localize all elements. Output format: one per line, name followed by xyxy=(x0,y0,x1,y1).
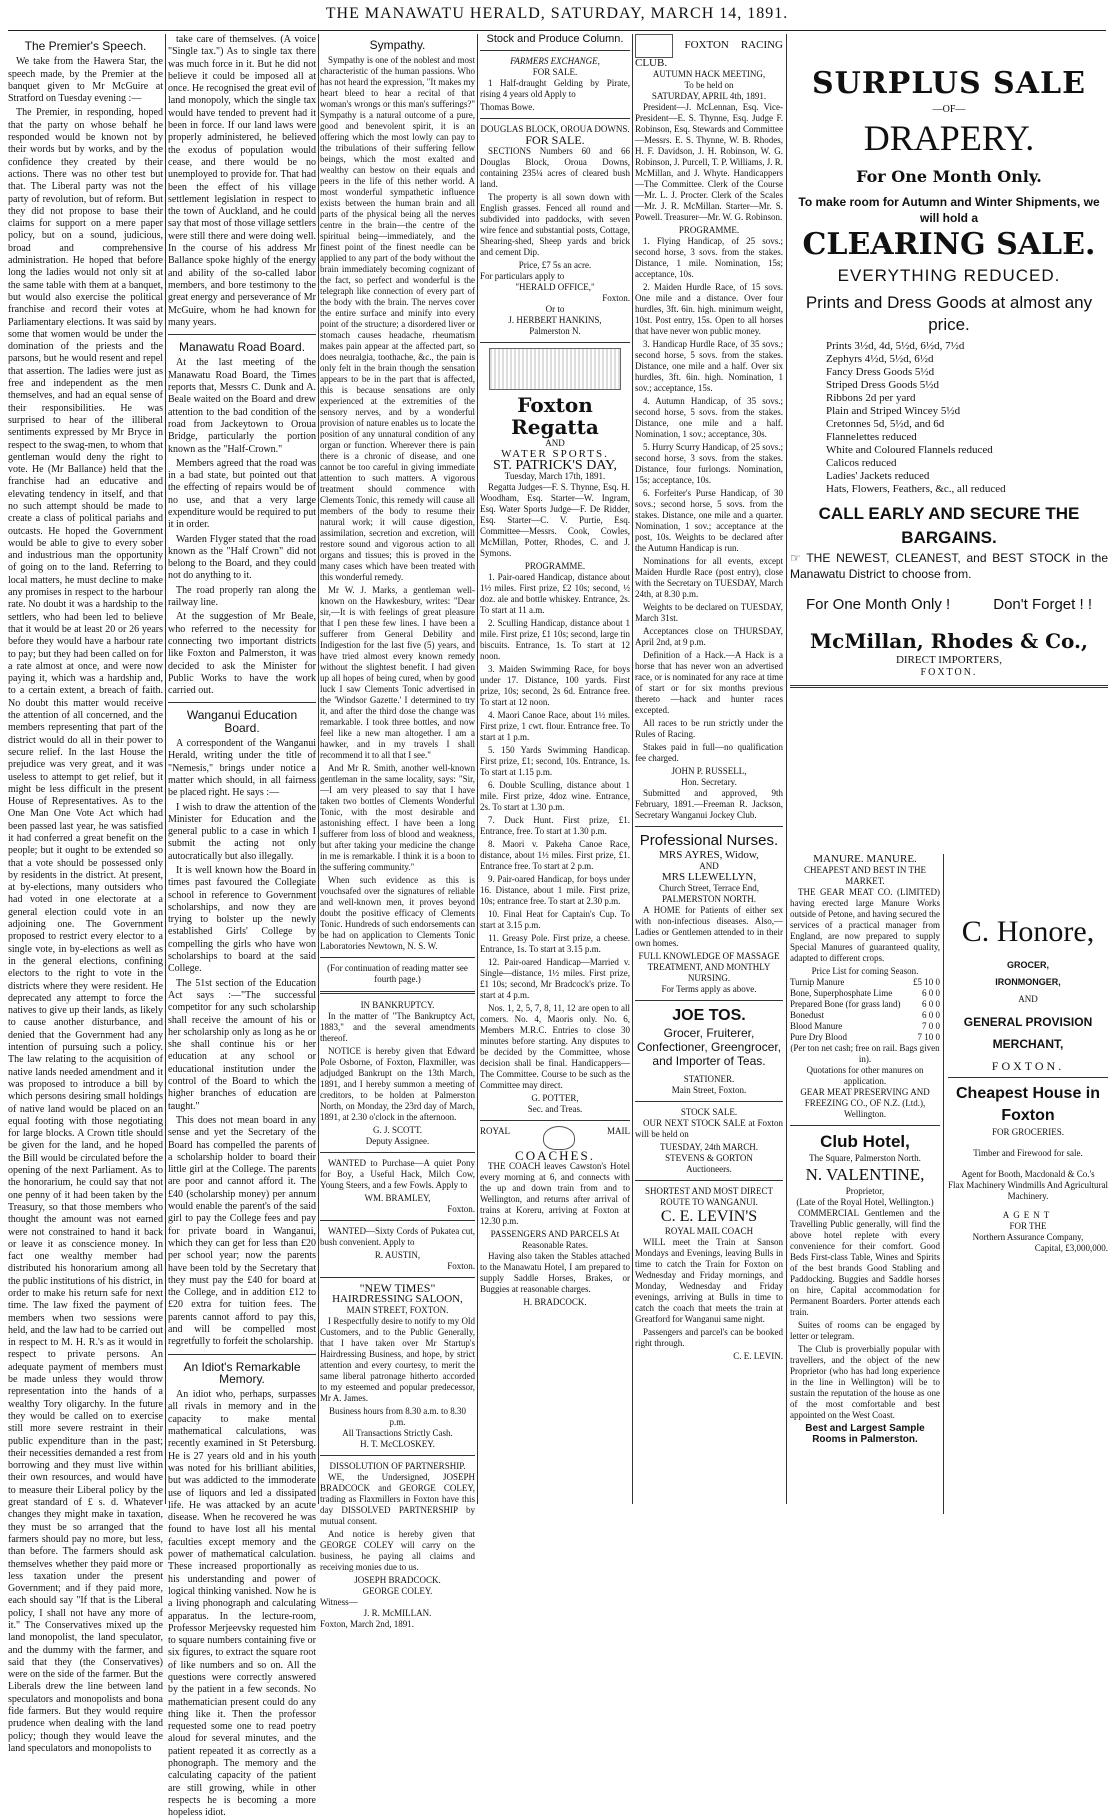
column-divider xyxy=(786,34,787,1504)
race-event: 1. Flying Handicap, of 25 sovs.; second horse, 3 sovs. from the stakes. Distance, 1 mile. Nomination, 15s; acceptance, 10s. xyxy=(635,236,783,279)
article-paragraph: An idiot who, perhaps, surpasses all rivals in memory and in the capacity to make mental mathematical calculations, was recently examined in St Petersburg. He is 27 years old and in his youth was noted for his brilliant abilities, but was addicted to the immoderate use of liquors and led a dissipated life. He was attacked by an acute disease. When he recovered he was found to have lost all his mental faculties except memory and the power of mathematical calculation. These increased proportionally as his understanding and power of logical thinking vanished. Now he is a living phonograph and calculating apparatus. In the lecture-room, Professor Merjeevsky requested him to square numbers containing five or six figures, to extract the square root of like numbers and so on. All the questions were correctly answered by the patient in a few seconds. No mathematician present could do any thing like it. Then the professor requested some one to read poetry aloud for several minutes, and the patient repeated it as correctly as a phonograph. The memory and the calculating capacity of the patient are still growing, while in other respects he is becoming a more hopeless idiot. xyxy=(168,1389,316,1819)
ad-signature: JOHN P. RUSSELL, xyxy=(671,766,747,776)
ad-signature: WM. BRAMLEY, xyxy=(364,1193,431,1203)
ad-text: WANTED to Purchase—A quiet Pony for Boy, a Useful Hack, Milch Cow, Young Steers, and a few Fowls. Apply to xyxy=(320,1158,475,1190)
race-event: 5. Hurry Scurry Handicap, of 25 sovs.; second horse, 3 sovs. from the stakes. Distance, four furlongs. Nomination, 15s; acceptance, 10s. xyxy=(635,442,783,485)
ad-text: Business hours from 8.30 a.m. to 8.30 p.m. xyxy=(329,1406,466,1427)
ad-place: Foxton. xyxy=(447,1261,475,1271)
race-event: 3. Handicap Hurdle Race, of 35 sovs.; second horse, 5 sovs. from the stakes. Distance, one mile and a half. Over six hurdles, 3ft. 6in. high. Nomination, 1 sov.; acceptance, 15s. xyxy=(635,339,783,393)
ad-text: Passengers and parcel's can be booked right through. xyxy=(635,1327,783,1348)
race-list xyxy=(635,236,783,554)
ad-text: Acceptances close on THURSDAY, April 2nd, at 9 p.m. xyxy=(635,626,783,647)
ad-subtitle: STATIONER. xyxy=(683,1074,735,1084)
price-item: Calicos reduced xyxy=(826,457,897,470)
regatta-event: 6. Double Sculling, distance about 1 mile. First prize, 4doz wine. Entrance, 2s. To start at 1.30 p.m. xyxy=(480,780,630,812)
ad-text: Timber and Firewood for sale. xyxy=(973,1148,1083,1158)
coach-header xyxy=(480,1126,630,1150)
article-paragraph: Members agreed that the road was in a bad state, but pointed out that the effecting of repairs would be of no use, and that a very large expenditure would be required to put it in order. xyxy=(168,457,317,531)
article-title: Sympathy. xyxy=(369,38,426,52)
price-item: Cretonnes 5d, 5½d, and 6d xyxy=(826,418,945,431)
ad-signature: Hon. Secretary. xyxy=(681,777,737,787)
ad-subtitle: DIRECT IMPORTERS, xyxy=(895,654,1003,667)
ad-address: MAIN STREET, FOXTON. xyxy=(346,1305,449,1315)
ad-text: And notice is hereby given that GEORGE COLEY will carry on the business, he paying all claims and receiving monies due to us. xyxy=(320,1529,475,1572)
ad-signature: Thomas Bowe. xyxy=(480,102,535,112)
ad-place: Foxton. xyxy=(602,293,630,303)
lower-ads xyxy=(790,854,1108,1514)
manure-name: Blood Manure xyxy=(790,1021,843,1031)
lower-right-ads xyxy=(948,854,1108,1254)
ad-address: The Square, Palmerston North. xyxy=(809,1153,921,1163)
ad-text: Having also taken the Stables attached to the Manawatu Hotel, I am prepared to supply Saddle Horses, Brakes, or Buggies at reasonable charges. xyxy=(480,1251,630,1294)
ad-subtitle: HAIRDRESSING SALOON, xyxy=(332,1293,463,1305)
masthead-rule xyxy=(8,30,1106,31)
ad-text: Nominations for all events, except Maiden Hurdle Race (post entry), close with the Secretary on TUESDAY, March 24th, at 8.30 p.m. xyxy=(635,556,783,599)
ad-subtitle: SHORTEST AND MOST DIRECT ROUTE TO WANGANUI. xyxy=(645,1186,773,1207)
price-item: Plain and Striped Wincey 5½d xyxy=(826,405,961,418)
ad-signature: STEVENS & GORTON xyxy=(665,1153,753,1163)
ad-text: WILL meet the Train at Sanson Mondays and Evenings, leaving Bulls in time to catch the Train for Foxton on Wednesday and Friday mornings, and Monday, Wednesday and Friday evenings, arriving at Bulls in time to catch the coach that meets the train at Greatford for Wanganui same night. xyxy=(635,1237,783,1324)
column-divider xyxy=(477,34,478,1504)
ad-text: AND xyxy=(699,861,719,871)
masthead: THE MANAWATU HERALD, SATURDAY, MARCH 14, 1891. xyxy=(325,5,789,22)
ad-subtitle: PROGRAMME. xyxy=(524,561,586,571)
race-event: 6. Forfeiter's Purse Handicap, of 30 sovs.; second horse, 5 sovs. from the stakes. Distance, one mile and a quarter. Nomination, 1 sov.; acceptance at the post, 10s. Weights to be declared after the Autumn Handicap is run. xyxy=(635,488,783,553)
ad-text: I Respectfully desire to notify to my Old Customers, and to the Public Generally, that I have taken over Mr Startup's Hairdressing Business, and hope, by strict attention and every courtesy, to merit the same liberal patronage hitherto accorded to my esteemed and popular predecessor, Mr A. James. xyxy=(320,1316,475,1403)
ad-title: McMillan, Rhodes & Co., xyxy=(810,629,1088,654)
manure-price: 6 0 0 xyxy=(922,988,940,998)
article-paragraph: Warden Flyger stated that the road known as the "Half Crown" did not belong to the Board, and they could not do anything to it. xyxy=(168,533,316,582)
ad-signature: J. R. McMILLAN. xyxy=(363,1608,432,1618)
regatta-event: 10. Final Heat for Captain's Cup. To start at 3.15 p.m. xyxy=(480,909,630,930)
ad-title: FARMERS EXCHANGE, xyxy=(510,56,600,66)
article-paragraph: The road properly ran along the railway line. xyxy=(168,584,316,609)
ad-address: Main Street, Foxton. xyxy=(671,1085,747,1095)
manure-price-row xyxy=(790,999,940,1010)
regatta-event: 8. Maori v. Pakeha Canoe Race, distance, about 1½ miles. First prize, £1. Entrance free. To start at 2 p.m. xyxy=(480,839,630,871)
article-paragraph: take care of themselves. (A voice "Single tax.") As to single tax there was much force in it. But he did not believe it could be imposed all at once. He recognised the great evil of land monopoly, which the single tax would have tended to prevent had it been in force. If our land laws were properly administered, he believed the exodus of population would cease, and there would be no unemployed to provide for. That had been the effect of his village settlement legislation in respect to the town of Auckland, and he could say that most of those village settlers were still there and were doing well. In the course of his address Mr Ballance spoke highly of the energy and ability of the so-called labor members, and bore testimony to the great energy and perseverance of Mr McGuire, whom he had known for many years. xyxy=(168,34,316,328)
article-paragraph: At the last meeting of the Manawatu Road Board, the Times reports that, Messrs C. Dunk and A. Beale waited on the Board and drew attention to the bad condition of the road from Jackeytown to Oroua Bridge, particularly the portion known as the "Half-Crown." xyxy=(168,357,316,455)
ad-text: —OF— xyxy=(932,104,966,115)
ad-title: Club Hotel, xyxy=(820,1132,910,1151)
ad-signature: GEAR MEAT PRESERVING AND FREEZING CO., OF N.Z. (Ltd.), Wellington. xyxy=(800,1087,930,1119)
price-item: Ribbons 2d per yard xyxy=(826,392,916,405)
ad-text: Nos. 1, 2, 5, 7, 8, 11, 12 are open to all comers. No. 4, Maoris only. No. 6, Members M.R.C. Entries to close 30 minutes before starting. Any disputes to be decided by the Committee, whose decision shall be final. Handicappers—The Committee. Course to be such as the Committee may direct. xyxy=(480,1003,630,1090)
column-5 xyxy=(635,34,783,1504)
ad-text: Proprietor, xyxy=(845,1186,885,1196)
ad-text: COMMERCIAL Gentlemen and the Travelling Public generally, will find the above hotel replete with every convenience for their comfort. Good Beds First-class Table, Wines and Spirits of the best brands Good Stabling and Paddocking. Buggies and Saddle horses on hire, Capital accommodation for Permanent Boarders. Porter attends each train. xyxy=(790,1208,940,1317)
ad-subtitle: MRS LLEWELLYN, xyxy=(661,871,757,883)
price-item: Hats, Flowers, Feathers, &c., all reduced xyxy=(826,483,1006,496)
ad-text: FOR THE xyxy=(1009,1221,1047,1231)
ad-subtitle: AUTUMN HACK MEETING, xyxy=(652,69,766,79)
ad-title: DISSOLUTION OF PARTNERSHIP. xyxy=(329,1461,466,1471)
ad-title: FOXTON RACING CLUB. xyxy=(635,39,783,69)
ad-subtitle: For One Month Only ! xyxy=(806,596,951,614)
article-paragraph: At the suggestion of Mr Beale, who referred to the necessity for connecting two important districts like Foxton and Palmerston, it was decided to ask the Minister for Public Works to have the work carried out. xyxy=(168,611,316,697)
price-item: Ladies' Jackets reduced xyxy=(826,470,930,483)
ad-text: (Per ton net cash; free on rail. Bags given in). xyxy=(790,1043,940,1064)
ad-text: Grocer, Fruiterer, Confectioner, Greengrocer, and Importer of Teas. xyxy=(636,1026,782,1068)
article-paragraph: Sympathy is one of the noblest and most characteristic of the human passions. Who has not heard the expression, "It makes my heart bleed to hear a recital of that woman's wrongs or this man's sufferings?" Sympathy is a natural outcome of a pure, good and benevolent spirit, it is an offering which the most lowly can pay to the tribulations of their suffering fellow beings, which the most exalted and wealthy can bestow on their equals and peers in the life of this nether world. A most wonderful sympathetic influence exists between the human brain and all parts of the physical being all the nerves centre in the brain—the centre of the spiritual being—immediately, and the finest point of the finest needle can be applied to any part of the body without the brain immediately becoming cognizant of the fact, so perfect and wonderful is the telegraph like connection of every part of the body with the brain. The nerves cover the entire surface and minify into every point of the structure; a disordered liver or stomach causes headache, rheumatism makes pain appear at the affected part, so does neuralgia, toothache, &c., the pain is only felt in the brain though the sensation appears to be in the part that is affected, this is because sensations are only experienced at the extremities of the sensory nerves, and by a wonderful provision of nature enables us to locate the position of any unnatural condition of any organ or function. Wherever there is pain there is a chronic of disease, and one cannot be too careful in giving immediate attention to such matters. A vigorous treatment should commence with Clements Tonic, this remedy will cause all members of the body to resume their natural work; it will cause digestion, assimilation, secretion and excretion, will restore sound and vigorous action to all organs and tissues; this is proved in the many cases which have been treated with this wonderful remedy. xyxy=(320,55,475,582)
column-4 xyxy=(480,34,630,1504)
ad-subtitle: FOR SALE. xyxy=(525,133,585,147)
ad-title: JOE TOS. xyxy=(672,1007,746,1024)
ad-text: Or to xyxy=(545,304,565,314)
continuation-note: (For continuation of reading matter see fourth page.) xyxy=(327,963,468,984)
ad-text: NOTICE is hereby given that Edward Pole Osborne, of Foxton, Flaxmiller, was adjudged Bankrupt on the 13th March, 1891, and I hereby summon a meeting of creditors, to be holden at Palmerston North, on Monday, the 23rd day of March, 1891, at 2.30 o'clock in the afternoon. xyxy=(320,1046,475,1122)
ad-title: C. E. LEVIN'S xyxy=(660,1208,758,1225)
ad-subtitle: Prints and Dress Goods at almost any price. xyxy=(805,293,1093,335)
ad-text: Regatta Judges—F. S. Thynne, Esq. H. Woodham, Esq. Starter—W. Ingram, Esq. Water Sports Judge—F. De Ridder, Esq. Starter—C. V. Purtie, Esq. Committee—Messrs. Cook, Cowles, McMillan, Potter, Rhodes, C. and J. Symons. xyxy=(480,482,630,558)
article-title: Wanganui Education Board. xyxy=(186,708,298,735)
ad-subtitle: For One Month Only. xyxy=(856,167,1042,187)
section-title: Stock and Produce Column. xyxy=(486,33,624,45)
ad-text: A HOME for Patients of either sex with non-infectious diseases. Also,—Ladies or Gentlemen attended to in their own homes. xyxy=(635,905,783,948)
ad-text: Quotations for other manures on application. xyxy=(806,1065,924,1086)
ad-text: Submitted and approved, 9th February, 1891.—Freeman R. Jackson, Secretary Wanganui Jockey Club. xyxy=(635,788,783,820)
ad-text: For Terms apply as above. xyxy=(661,984,757,994)
ad-subtitle: ST. PATRICK'S DAY, xyxy=(493,458,617,473)
manure-price: 6 0 0 xyxy=(922,1010,940,1020)
ad-subtitle: IRONMONGER, xyxy=(995,977,1061,987)
ad-subtitle: FOR SALE. xyxy=(532,67,578,77)
manure-name: Turnip Manure xyxy=(790,977,845,987)
ad-text: SECTIONS Numbers 60 and 66 Douglas Block, Oroua Downs, containing 235¼ acres of cleared bush land. xyxy=(480,146,630,189)
ad-signature: JOSEPH BRADCOCK. xyxy=(354,1575,441,1585)
ad-text: WE, the Undersigned, JOSEPH BRADCOCK and GEORGE COLEY, trading as Flaxmillers in Foxton have this day DISSOLVED PARTNERSHIP by mutual consent. xyxy=(320,1472,475,1526)
ad-place: FOXTON. xyxy=(920,666,978,678)
ad-subtitle: GENERAL PROVISION MERCHANT, xyxy=(963,1015,1093,1051)
article-paragraph: The 51st section of the Education Act says :—"The successful competitor for any such scholarship shall receive the amount of his or her scholarship only as long as he or she shall continue his or her education at any school or educational institution under the control of the Board to which the higher branches of education are taught." xyxy=(168,977,316,1112)
regatta-event: 7. Duck Hunt. First prize, £1. Entrance, free. To start at 1.30 p.m. xyxy=(480,815,630,836)
ad-signature: Auctioneers. xyxy=(686,1164,732,1174)
ad-text: OUR NEXT STOCK SALE at Foxton will be held on xyxy=(635,1118,783,1139)
ad-text: President—J. McLennan, Esq. Vice-President—E. S. Thynne, Esq. Judge F. Robinson, Esq. Stewards and Committee—Messrs. E. S. Thynne, W. B. Rhodes, H. F. Davidson, J. H. Robinson, W. G. Robinson, J. Purcell, T. P. Williams, J. R. McMillan, and J. Whyte. Handicappers—The Committee. Clerk of the Course—Mr. L. J. Procter. Clerk of the Scales—Mr. J. R. McMillan. Starter—Mr. S. Powell. Treasurer—Mr. W. G. Robinson. xyxy=(635,102,783,222)
ad-text: All races to be run strictly under the Rules of Racing. xyxy=(635,718,783,739)
price-item: Flannelettes reduced xyxy=(826,431,917,444)
regatta-event: 5. 150 Yards Swimming Handicap. First prize, £1; second, 10s. Entrance, 1s. To start at 1.15 p.m. xyxy=(480,745,630,777)
ad-price: Price, £7 5s an acre. xyxy=(518,260,592,270)
ad-subtitle: Price List for coming Season. xyxy=(811,966,919,976)
ad-signature: Sec. and Treas. xyxy=(527,1104,583,1114)
ad-title: "NEW TIMES" xyxy=(359,1281,436,1295)
regatta-event: 2. Sculling Handicap, distance about 1 mile. First prize, £1 10s; second, large tin biscuits. Entrance, 1s. To start at 12 noon. xyxy=(480,618,630,661)
column-2 xyxy=(168,34,317,1819)
ad-subtitle: GROCER, xyxy=(1006,960,1049,970)
manure-name: Bonedust xyxy=(790,1010,825,1020)
price-item: Striped Dress Goods 5½d xyxy=(826,379,940,392)
ad-signature: J. HERBERT HANKINS, xyxy=(508,315,602,325)
event-list xyxy=(480,572,630,1001)
article-paragraph: The Premier, in responding, hoped that the party on whose behalf he responded would be known not by their words but by works, and by the confidence they created by their actions. There was no other test but that. The Liberal party was not the party of revolution, but of reform. But they did not propose to base their claims for support on a mere paper policy, but on a sound, judicious, broad and comprehensive administration. He hoped that before long the ladies would not only sit at the same table with them at a banquet, but would also exercise the political franchise and record their votes at Parliamentary elections. It was said by some that women would be under the domination of the priests and the parsons, but he would resent and repel that assertion. The ladies were just as free and independent as the men themselves, and had an equal sense of their responsibilities. He was surprised to hear of the illiberal sentiments expressed by Mr Bryce in respect to the swag-men, to whom that gentleman would deny the right to vote. He (Mr Ballance) held that the franchise had an educative and elevating tendency in itself, and that no such attempt should be made to create a class of political pariahs and outcasts. He hoped the Government would be able to give to every sober and industrious man the opportunity of going on to the land. Referring to local matters, he must decline to make any promises in respect to the harbour rate. No doubt it was a hardship to the settlers, who had been led to believe that it would be at least 20 or 26 years before they would have a harbour rate to pay; but they had been called on for a rate almost at once, and were now paying it, which was a hardship and, to a certain extent, a breach of faith. No doubt this matter would receive the attention of all concerned, and the members representing that part of the district would do all in their power to secure relief. In the last House the prejudice was very great, and it was useless to attempt to get relief, but it might be less difficult in the present House of Representatives. As to the One Man One Vote Act which had been passed last year, he was satisfied it had conferred a great benefit on the people; but it ought to be extended so that a vote should be possessed only by residents in the district. At present, at by-elections, many outsiders who had voted in one electorate at a general election could vote in an adjoining one. The Government proposed to restrict every elector to a single vote, in by-elections as well as in the general elections, confining electors to the right to vote in the districts where they were resident. He deprecated any attempt to force the natives to give up their lands, as likely to cause another disturbance, and denied that the Government had any intention of pursuing such a policy. The law relating to the acquisition of native lands needed amendment and it was proposed to introduce a bill by which persons desiring small holdings of native land would be placed on an equal footing with those negotiating for large blocks. A Crown title should be given for the land, and he hoped the Bill would be circulated before the opening of the next Parliament. As to the honorarium, he could say that not one penny of it had been taken by the Treasury, so that those members who thought the amount was not earned were not constrained to hand it back or leave it as conscience money. In fact one wealthy member had distributed his honorarium among all the public institutions of his district, in order to make his return safe for next time. The law fixed the payment of members when two sessions were held, and the law had to be carried out in respect to M. H. R.'s as it would in respect to private persons. An adequate payment of members must be made unless they would throw representation into the hands of a wealthy Tory oligarchy. In the future they would be called on to exercise still more severe restraint in their public expenditure than in the past; their necessities demanded a rest from borrowing and they must live within their own resources, and would have to measure their Liberal policy by the great standard of £ s. d. Whatever changes they might make in taxation, they must be so arranged that the farmers should pay no more, but less, than before. The farmers should ask themselves whether they paid more or less taxation under the present Government; and if they paid more, each should say "If that is the Liberal policy, I shall not have any more of it." The Conservatives mixed up the land monopolist, the land speculator, and the dummy with the farmer, and said that they (the Conservatives) were on the side of the farmer. But the Liberals drew the line between land speculators and monopolists and bona fide farmers. But they would require prudence when dealing with the land policy; though they would leave the land speculators and monopolists to xyxy=(8,107,163,1754)
ad-subtitle: MRS AYRES, Widow, xyxy=(659,849,759,861)
article-paragraph: And Mr R. Smith, another well-known gentleman in the same locality, says: "Sir,—I am very pleased to say that I have taken two bottles of Clements Wonderful Tonic, with the most desirable and astonishing effect. I have been a long sufferer from loss of blood and weakness, but after taking your medicine the change in me is remarkable. I think it is a boon to the suffering community." xyxy=(320,763,475,872)
ad-place: FOXTON. xyxy=(991,1059,1065,1073)
manure-price: 7 10 0 xyxy=(917,1032,940,1042)
article-title: The Premier's Speech. xyxy=(24,39,147,53)
ad-title: N. VALENTINE, xyxy=(805,1165,925,1184)
ad-title: MANURE. MANURE. xyxy=(813,853,917,865)
ad-date: SATURDAY, APRIL 4th, 1891. xyxy=(651,91,767,101)
price-list xyxy=(826,340,1108,496)
racehorse-icon xyxy=(635,34,673,58)
ad-text: In the matter of "The Bankruptcy Act, 1883," and the several amendments thereof. xyxy=(320,1011,475,1043)
price-item: Zephyrs 4½d, 5½d, 6½d xyxy=(826,353,934,366)
ad-title: MAIL xyxy=(606,1126,630,1136)
ad-place: Foxton. xyxy=(447,1204,475,1214)
article-title: An Idiot's Remarkable Memory. xyxy=(183,1359,301,1386)
ad-text: FULL KNOWLEDGE OF MASSAGE TREATMENT, AND MONTHLY NURSING. xyxy=(638,951,780,983)
column-6 xyxy=(790,34,1108,1504)
reminder-row xyxy=(806,590,1092,620)
article-title: Manawatu Road Board. xyxy=(178,340,306,355)
regatta-event: 9. Pair-oared Handicap, for boys under 16. Distance, about 1 mile. First prize, 10s; entrance free. To start at 2.30 p.m. xyxy=(480,874,630,906)
ad-subtitle: PROGRAMME. xyxy=(678,225,740,235)
regatta-engraving xyxy=(489,348,621,390)
regatta-event: 3. Maiden Swimming Race, for boys under 17. Distance, 100 yards. First prize, 10s; second, 2s 6d. Entrance free. To start at 12 noon. xyxy=(480,664,630,707)
race-event: 2. Maiden Hurdle Race, of 15 sovs. One mile and a distance. Over four hurdles, 3ft. 6in. high. minimum weight, 10st. Post entry, 15s. Open to all horses that have never won public money. xyxy=(635,282,783,336)
ad-text: Stakes paid in full—no qualification fee charged. xyxy=(635,742,783,763)
column-divider xyxy=(165,34,166,1504)
manure-price-row xyxy=(790,1032,940,1043)
ad-text: Flax Machinery Windmills And Agricultural Machinery. xyxy=(948,1180,1108,1201)
article-paragraph: I wish to draw the attention of the Minister for Education and the general public to a case in which I submit the acting not only autocratically but also illegally. xyxy=(168,801,316,862)
manure-name: Pure Dry Blood xyxy=(790,1032,847,1042)
ad-subtitle: CHEAPEST AND BEST IN THE MARKET. xyxy=(803,865,926,886)
ad-title: CLEARING SALE. xyxy=(802,227,1096,263)
column-1 xyxy=(8,34,163,1754)
ad-signature: C. E. LEVIN. xyxy=(733,1351,783,1361)
ad-text: For particulars apply to xyxy=(480,271,565,281)
column-3 xyxy=(320,34,475,1629)
ad-title: Cheapest House in Foxton xyxy=(955,1085,1101,1124)
ad-date: Foxton, March 2nd, 1891. xyxy=(320,1619,414,1629)
ad-title: DRAPERY. xyxy=(863,118,1035,159)
ad-text: To be held on xyxy=(684,80,734,90)
race-event: 4. Autumn Handicap, of 35 sovs.; second horse, 5 sovs. from the stakes. Distance, one mile and a half. Nomination, 1 sov.; acceptance, 30s. xyxy=(635,396,783,439)
manure-price-table xyxy=(790,977,940,1043)
ad-date: Tuesday, March 17th, 1891. xyxy=(504,471,606,481)
ad-text: The Club is proverbially popular with travellers, and the object of the new Proprietor (who has had long experience in the line in Wellington) will be to sustain the reputation of the house as one of the most comfortable and best appointed on the West Coast. xyxy=(790,1344,940,1420)
ad-signature: R. AUSTIN, xyxy=(374,1250,421,1260)
ad-text: Weights to be declared on TUESDAY, March 31st. xyxy=(635,602,783,623)
ad-text: Capital, £3,000,000. xyxy=(1034,1243,1108,1253)
lower-left-ads xyxy=(790,854,940,1445)
ad-text: Northern Assurance Company, xyxy=(972,1232,1084,1242)
article-paragraph: This does not mean board in any sense and yet the Secretary of the Board has compelled the parents of a scholarship holder to board their little girl at the College. The parents are poor and cannot afford it. The £40 (scholarship money) per annum would enable the parent's of the said girl to pay the College fees and pay for private board in Wanganui, which they can get for less than £20 per school year; now the parents have been told by the Secretary that they must pay the £40 for board at the College, and in addition £12 to £20 extra for tuition fees. The parents cannot afford to pay this, and will be compelled most regretfully to forfeit the scholarship. xyxy=(168,1114,316,1348)
ad-title: IN BANKRUPTCY. xyxy=(360,1000,435,1010)
ad-signature: "HERALD OFFICE," xyxy=(515,282,595,292)
ad-subtitle: ROYAL MAIL COACH xyxy=(664,1226,754,1236)
manure-price: £5 10 0 xyxy=(913,977,940,987)
column-divider xyxy=(318,34,319,1504)
ad-text: Agent for Booth, Macdonald & Co.'s xyxy=(961,1169,1095,1179)
ad-text: AND xyxy=(1018,994,1038,1004)
price-item: Fancy Dress Goods 5½d xyxy=(826,366,935,379)
ad-subtitle: FOR GROCERIES. xyxy=(991,1127,1064,1137)
price-item: White and Coloured Flannels reduced xyxy=(826,444,993,457)
ad-text: WANTED—Sixty Cords of Pukatea cut, bush convenient. Apply to xyxy=(320,1226,475,1247)
ad-signature: G. J. SCOTT. xyxy=(372,1125,423,1135)
ad-title: C. Honore, xyxy=(961,915,1095,948)
ad-text: THE GEAR MEAT CO. (LIMITED) having erected large Manure Works outside of Petone, and having secured the services of a practical manager from England, are now prepared to supply Special Manures of guaranteed quality, adapted to different crops. xyxy=(790,887,940,963)
column-divider xyxy=(632,34,633,1504)
article-paragraph: It is well known how the Board in times past favoured the Collegiate school in reference to Government scholarships, and now they are trying to bolster up the newly established Girls' College by compelling the girls who have won scholarships to board at the said College. xyxy=(168,865,316,975)
royal-crest-icon xyxy=(543,1126,575,1150)
ad-text: The property is all sown down with English grasses. Fenced all round and subdivided into paddocks, with seven wire fence and substantial posts, Cottage, Shearing-shed, Sheep yards and brick and cement Dip. xyxy=(480,192,630,257)
article-paragraph: We take from the Hawera Star, the speech made, by the Premier at the banquet given to Mr McGuire at Stratford on Tuesday evening :— xyxy=(8,56,163,105)
manure-name: Bone, Superphosphate Lime xyxy=(790,988,893,998)
ad-signature: H. BRADCOCK. xyxy=(523,1297,587,1307)
regatta-event: 4. Maori Canoe Race, about 1½ miles. First prize, 1 cwt. flour. Entrance free. To start at 1 p.m. xyxy=(480,710,630,742)
ad-signature: G. POTTER, xyxy=(531,1093,579,1103)
regatta-event: 1. Pair-oared Handicap, distance about 1½ miles. First prize, £2 10s; second, ½ doz. ale and bottle whiskey. Entrance, 2s. To start at 11 a.m. xyxy=(480,572,630,615)
article-paragraph: When such evidence as this is vouchsafed over the signatures of reliable and well-known men, it proves beyond doubt the positive efficacy of Clements Tonic. Hundreds of such endorsements can be had on application to Clements Tonic Laboratories Newtown, N. S. W. xyxy=(320,875,475,951)
ad-title: ROYAL xyxy=(480,1126,511,1136)
manure-name: Prepared Bone (for grass land) xyxy=(790,999,901,1009)
ad-text: PASSENGERS AND PARCELS At Reasonable Rates. xyxy=(490,1229,620,1250)
ad-text: All Transactions Strictly Cash. xyxy=(342,1428,453,1438)
ad-text: AND xyxy=(545,438,565,448)
article-paragraph: A correspondent of the Wanganui Herald, writing under the title of "Nemesis," brings under notice a matter which should, in all fairness be placed right. He says :— xyxy=(168,738,316,799)
regatta-event: 11. Greasy Pole. First prize, a cheese. Entrance, 1s. To start at 3.15 p.m. xyxy=(480,933,630,954)
ad-date: TUESDAY, 24th MARCH. xyxy=(659,1142,759,1152)
ad-signature: Deputy Assignee. xyxy=(365,1136,430,1146)
ad-title: Professional Nurses. xyxy=(639,832,779,849)
ad-subtitle: Best and Largest Sample Rooms in Palmerston. xyxy=(805,1423,925,1445)
regatta-event: 12. Pair-oared Handicap—Married v. Single—distance, 1½ miles. First prize, £1 10s; second, Mr Bradcock's prize. To start at 4 p.m. xyxy=(480,957,630,1000)
ad-place: Palmerston N. xyxy=(529,326,581,336)
ad-text: Witness— xyxy=(320,1597,358,1607)
ad-title: COACHES. xyxy=(515,1148,595,1163)
manure-price-row xyxy=(790,1021,940,1032)
ad-address: Church Street, Terrace End, PALMERSTON NORTH. xyxy=(659,883,759,904)
ad-text: THE COACH leaves Cawston's Hotel every morning at 6, and connects with the up and down train from and to Wellington, and returns after arrival of trains at Koreru, arriving at Foxton at 12.30 p.m. xyxy=(480,1161,630,1226)
article-paragraph: Mr W. J. Marks, a gentleman well-known on the Hawkesbury, writes: "Dear sir,—It is with feelings of great pleasure that I pen these few lines. I have been a sufferer from General Debility and Indigestion for the last five (5) years, and have tried almost every known remedy without the slightest benefit. I had given up all hopes of being cured, when by good luck I saw Clements Tonic advertised in the 'Windsor Gazette.' I determined to try it, and after the third dose the change was remarkable. I took three bottles, and now feel like a new man altogether. I am a hawker, and in my travels I shall recommend it to all that I see." xyxy=(320,585,475,760)
ad-text: 1 Half-draught Gelding by Pirate, rising 4 years old Apply to xyxy=(480,78,630,99)
ad-text: To make room for Autumn and Winter Shipments, we will hold a xyxy=(798,195,1100,226)
ad-subtitle: Don't Forget ! ! xyxy=(993,596,1092,614)
column-divider xyxy=(943,854,944,1514)
ad-text: ☞ THE NEWEST, CLEANEST, and BEST STOCK in the Manawatu District to choose from. xyxy=(790,551,1108,582)
ad-text: Suites of rooms can be engaged by letter or telegram. xyxy=(790,1320,940,1341)
ad-subtitle: CALL EARLY AND SECURE THE BARGAINS. xyxy=(818,504,1080,548)
manure-price-row xyxy=(790,1010,940,1021)
ad-subtitle: EVERYTHING REDUCED. xyxy=(837,266,1061,286)
ad-text: (Late of the Royal Hotel, Wellington.) xyxy=(796,1197,934,1207)
price-item: Prints 3½d, 4d, 5½d, 6½d, 7½d xyxy=(826,340,965,353)
manure-price: 7 0 0 xyxy=(922,1021,940,1031)
ad-subtitle: AGENT xyxy=(1002,1210,1054,1220)
ad-signature: GEORGE COLEY. xyxy=(362,1586,433,1596)
ad-title: Foxton Regatta xyxy=(511,393,599,439)
manure-price-row xyxy=(790,977,940,988)
ad-title: STOCK SALE. xyxy=(680,1107,738,1117)
club-header xyxy=(635,34,783,69)
ad-signature: H. T. McCLOSKEY. xyxy=(360,1439,435,1449)
manure-price-row xyxy=(790,988,940,999)
manure-price: 6 0 0 xyxy=(922,999,940,1009)
ad-title: SURPLUS SALE xyxy=(812,66,1086,101)
ad-subtitle: WATER SPORTS. xyxy=(501,448,609,460)
ad-title: DOUGLAS BLOCK, OROUA DOWNS. xyxy=(480,124,630,134)
ad-text: Definition of a Hack.—A Hack is a horse that has never won an advertised race, or is nominated for any race at time of start or for six months previous thereto —hack and hunter races excepted. xyxy=(635,650,783,715)
